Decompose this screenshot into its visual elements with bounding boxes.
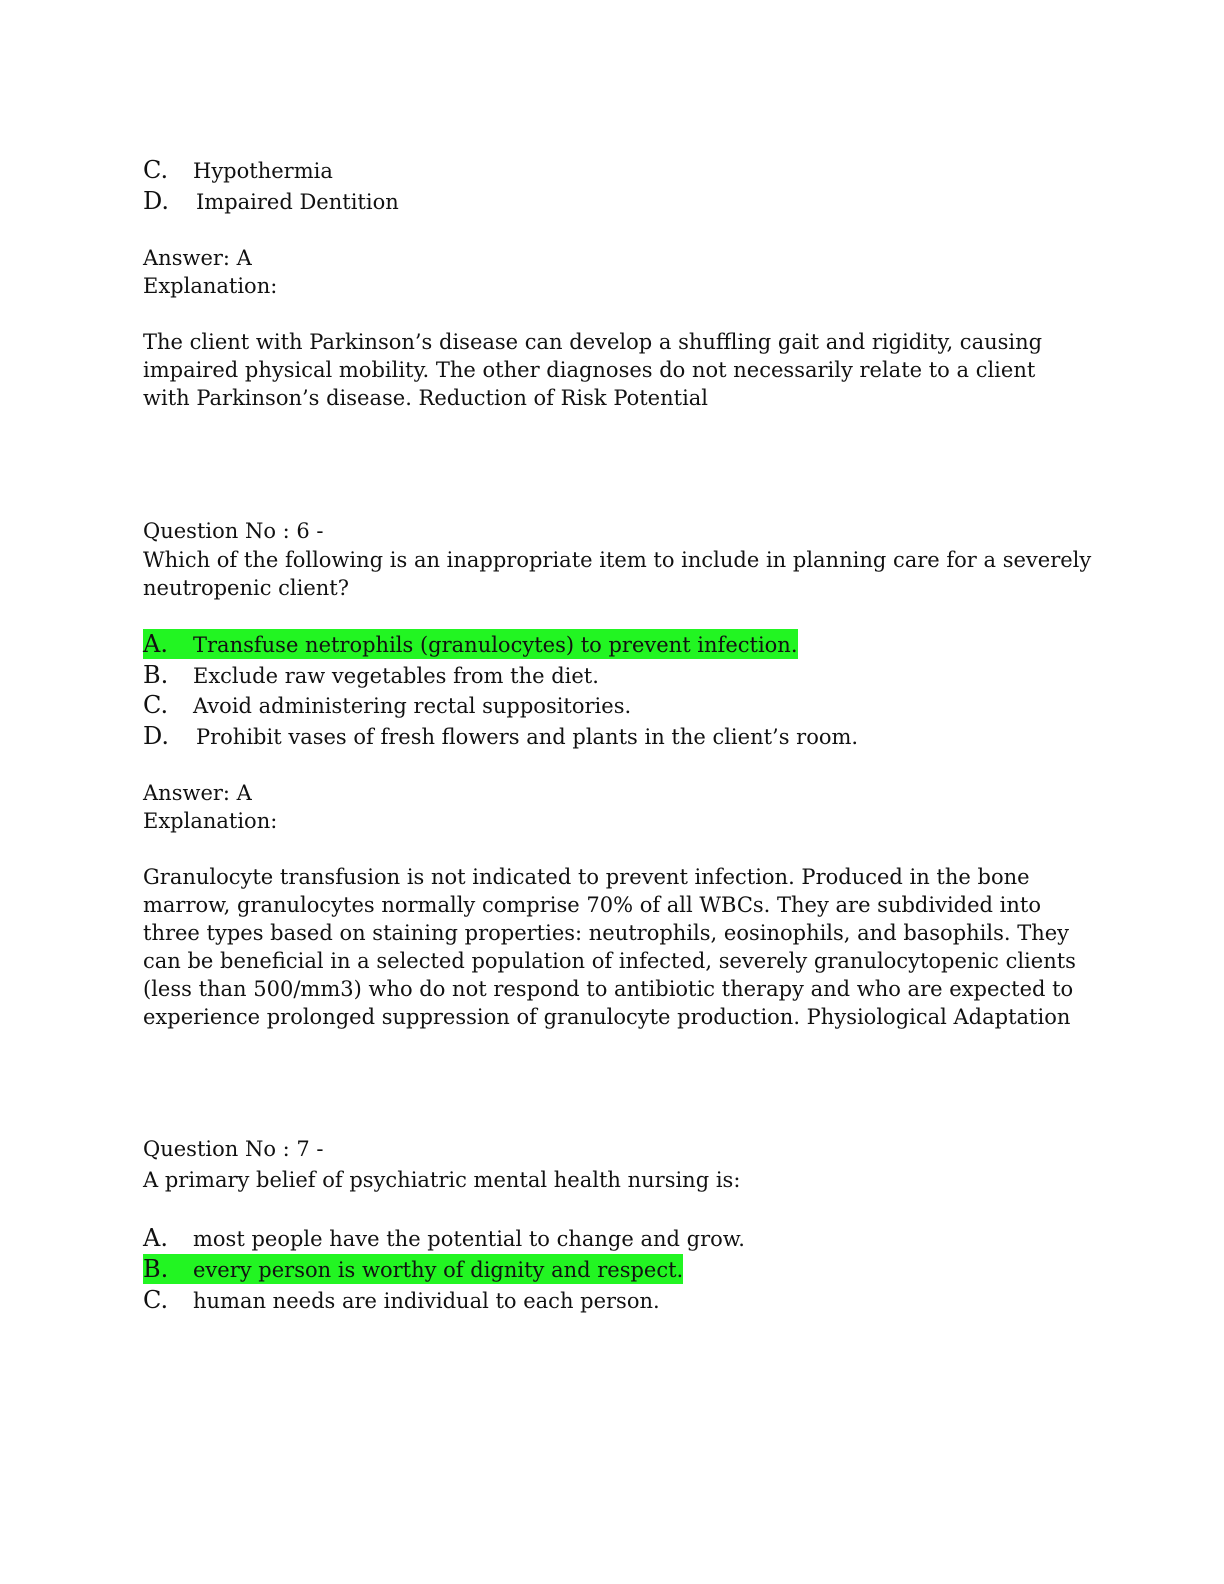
explanation-line: Granulocyte transfusion is not indicated to prevent infection. Produced in the bone — [143, 865, 1030, 889]
q5-option-c — [143, 155, 333, 185]
q6-explanation — [143, 863, 1076, 1031]
stem-line: neutropenic client? — [143, 576, 349, 600]
explanation-line: The client with Parkinson’s disease can develop a shuffling gait and rigidity, causing — [143, 330, 1043, 354]
q6-number: Question No : 6 - — [143, 519, 324, 543]
option-text: every person is worthy of dignity and respect. — [193, 1258, 684, 1282]
option-letter: A. — [143, 630, 168, 658]
q6-option-a — [143, 629, 798, 659]
option-letter: C. — [143, 156, 169, 184]
option-text: Impaired Dentition — [196, 190, 399, 214]
q6-option-c — [143, 690, 631, 720]
option-text: Hypothermia — [193, 159, 333, 183]
q7-number: Question No : 7 - — [143, 1137, 324, 1161]
explanation-line: with Parkinson’s disease. Reduction of Risk Potential — [143, 386, 709, 410]
option-text: Exclude raw vegetables from the diet. — [193, 664, 599, 688]
option-text: Avoid administering rectal suppositories. — [193, 694, 632, 718]
q7-option-b — [143, 1254, 683, 1284]
q6-option-d — [143, 721, 858, 751]
stem-line: Which of the following is an inappropriate item to include in planning care for a severely — [143, 548, 1092, 572]
option-letter: C. — [143, 691, 169, 719]
q6-stem — [143, 546, 1092, 602]
explanation-line: three types based on staining properties: neutrophils, eosinophils, and basophils. They — [143, 921, 1070, 945]
option-text: human needs are individual to each person. — [193, 1289, 660, 1313]
explanation-line: marrow, granulocytes normally comprise 70% of all WBCs. They are subdivided into — [143, 893, 1041, 917]
q5-explanation-label: Explanation: — [143, 274, 278, 298]
q6-option-b — [143, 660, 599, 690]
option-text: Prohibit vases of fresh flowers and plants in the client’s room. — [196, 725, 859, 749]
explanation-line: experience prolonged suppression of granulocyte production. Physiological Adaptation — [143, 1005, 1071, 1029]
q7-option-a — [143, 1223, 745, 1253]
explanation-line: can be beneficial in a selected population of infected, severely granulocytopenic clients — [143, 949, 1076, 973]
explanation-line: impaired physical mobility. The other diagnoses do not necessarily relate to a client — [143, 358, 1036, 382]
option-letter: A. — [143, 1224, 168, 1252]
q5-explanation — [143, 328, 1043, 412]
option-letter: D. — [143, 187, 170, 215]
option-letter: C. — [143, 1286, 169, 1314]
q5-option-d — [143, 186, 399, 216]
q6-answer: Answer: A — [143, 781, 252, 805]
q5-answer: Answer: A — [143, 246, 252, 270]
option-text: most people have the potential to change and grow. — [193, 1227, 745, 1251]
q6-explanation-label: Explanation: — [143, 809, 278, 833]
option-letter: D. — [143, 722, 170, 750]
q7-option-c — [143, 1285, 660, 1315]
q7-stem: A primary belief of psychiatric mental health nursing is: — [143, 1168, 741, 1192]
explanation-line: (less than 500/mm3) who do not respond to antibiotic therapy and who are expected to — [143, 977, 1074, 1001]
option-text: Transfuse netrophils (granulocytes) to prevent infection. — [193, 633, 798, 657]
option-letter: B. — [143, 661, 169, 689]
option-letter: B. — [143, 1255, 169, 1283]
